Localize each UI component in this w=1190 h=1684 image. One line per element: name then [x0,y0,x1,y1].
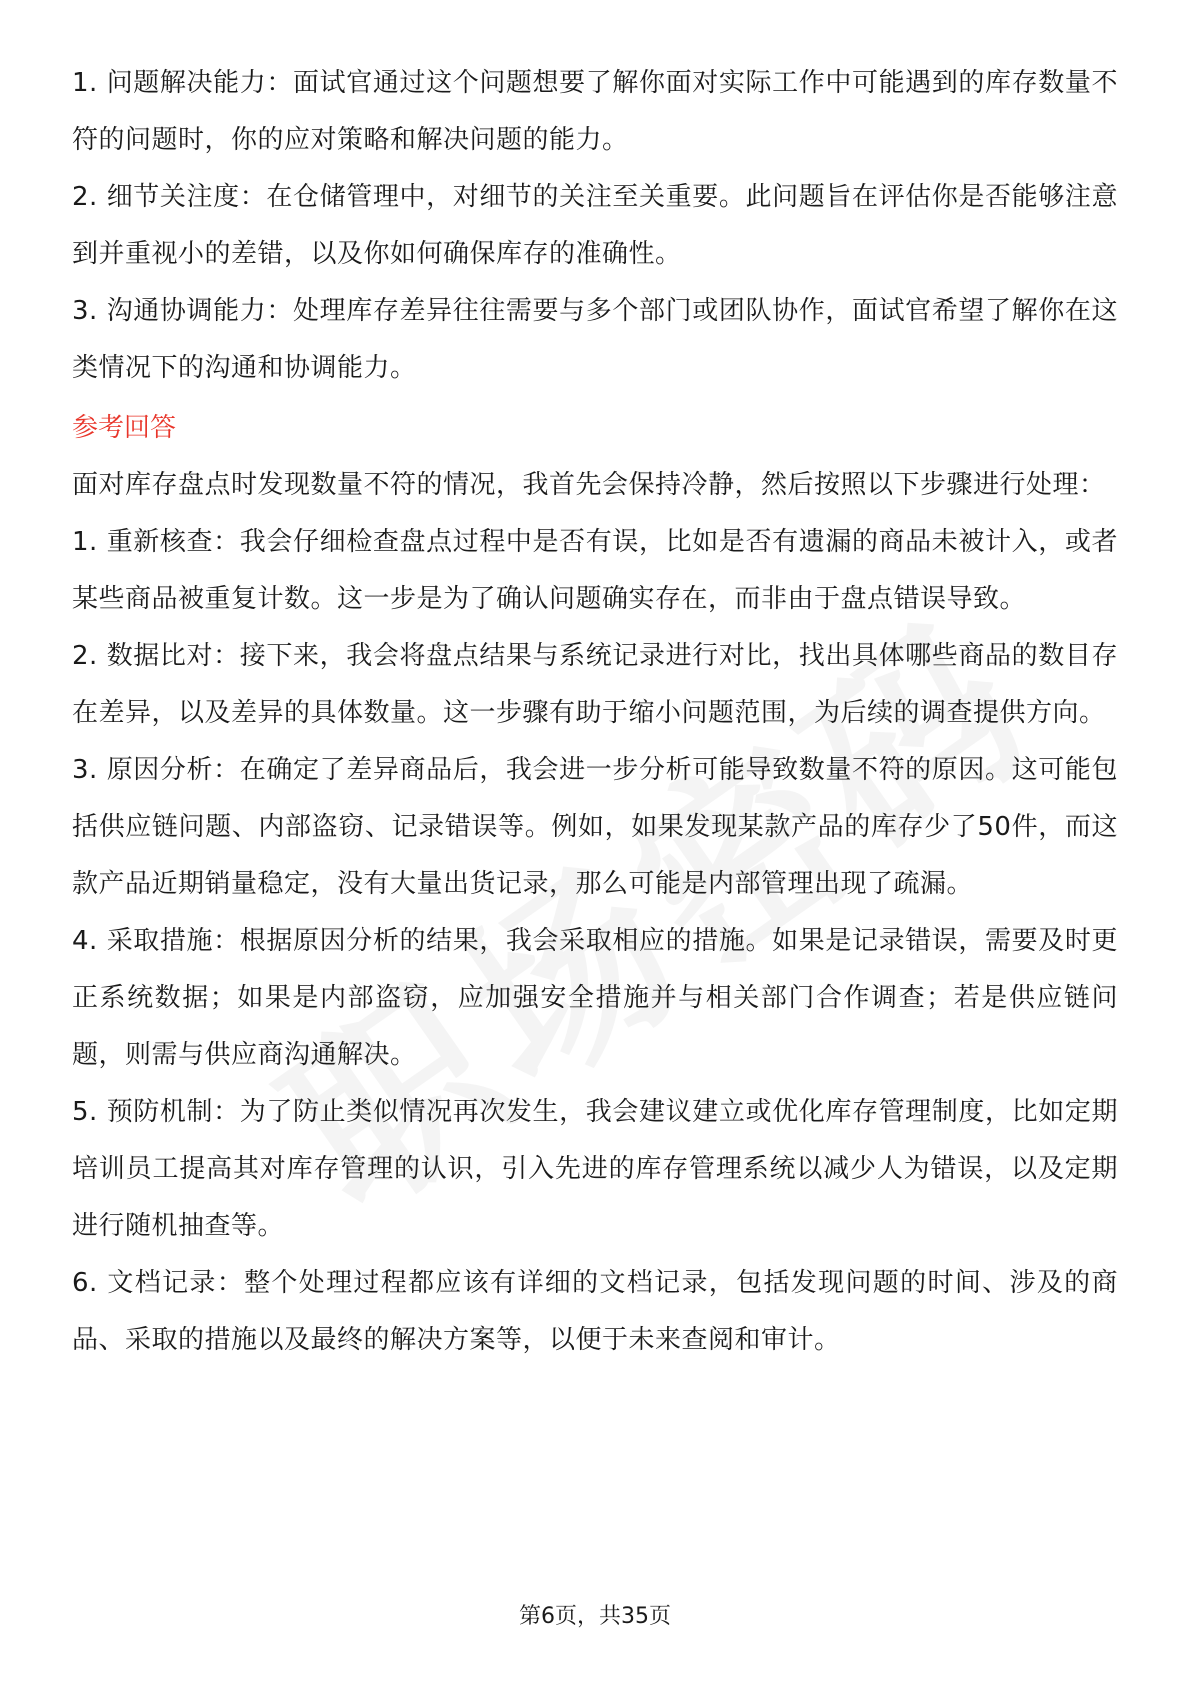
answer-step-3: 3. 原因分析：在确定了差异商品后，我会进一步分析可能导致数量不符的原因。这可能包括供应链问题、内部盗窃、记录错误等。例如，如果发现某款产品的库存少了50件，而这款产品近期销量稳定，没有大量出货记录，那么可能是内部管理出现了疏漏。 [72,755,1118,899]
document-content [72,55,1118,1369]
page-number: 第6页，共35页 [519,1604,671,1629]
answer-step-1: 1. 重新核查：我会仔细检查盘点过程中是否有误，比如是否有遗漏的商品未被计入，或者某些商品被重复计数。这一步是为了确认问题确实存在，而非由于盘点错误导致。 [72,527,1118,614]
answer-step-5: 5. 预防机制：为了防止类似情况再次发生，我会建议建立或优化库存管理制度，比如定期培训员工提高其对库存管理的认识，引入先进的库存管理系统以减少人为错误，以及定期进行随机抽查等。 [72,1097,1118,1241]
answer-lead: 面对库存盘点时发现数量不符的情况，我首先会保持冷静，然后按照以下步骤进行处理： [72,470,1106,500]
answer-step-4: 4. 采取措施：根据原因分析的结果，我会采取相应的措施。如果是记录错误，需要及时更正系统数据；如果是内部盗窃，应加强安全措施并与相关部门合作调查；若是供应链问题，则需与供应商沟通解决。 [72,926,1118,1070]
answer-step-2: 2. 数据比对：接下来，我会将盘点结果与系统记录进行对比，找出具体哪些商品的数目存在差异，以及差异的具体数量。这一步骤有助于缩小问题范围，为后续的调查提供方向。 [72,641,1118,728]
answer-step-6: 6. 文档记录：整个处理过程都应该有详细的文档记录，包括发现问题的时间、涉及的商品、采取的措施以及最终的解决方案等，以便于未来查阅和审计。 [72,1268,1118,1355]
intro-point-1: 1. 问题解决能力：面试官通过这个问题想要了解你面对实际工作中可能遇到的库存数量不符的问题时，你的应对策略和解决问题的能力。 [72,68,1118,155]
intro-point-2: 2. 细节关注度：在仓储管理中，对细节的关注至关重要。此问题旨在评估你是否能够注意到并重视小的差错，以及你如何确保库存的准确性。 [72,182,1118,269]
section-title-reference-answer: 参考回答 [72,413,177,443]
intro-point-3: 3. 沟通协调能力：处理库存差异往往需要与多个部门或团队协作，面试官希望了解你在这类情况下的沟通和协调能力。 [72,296,1118,383]
